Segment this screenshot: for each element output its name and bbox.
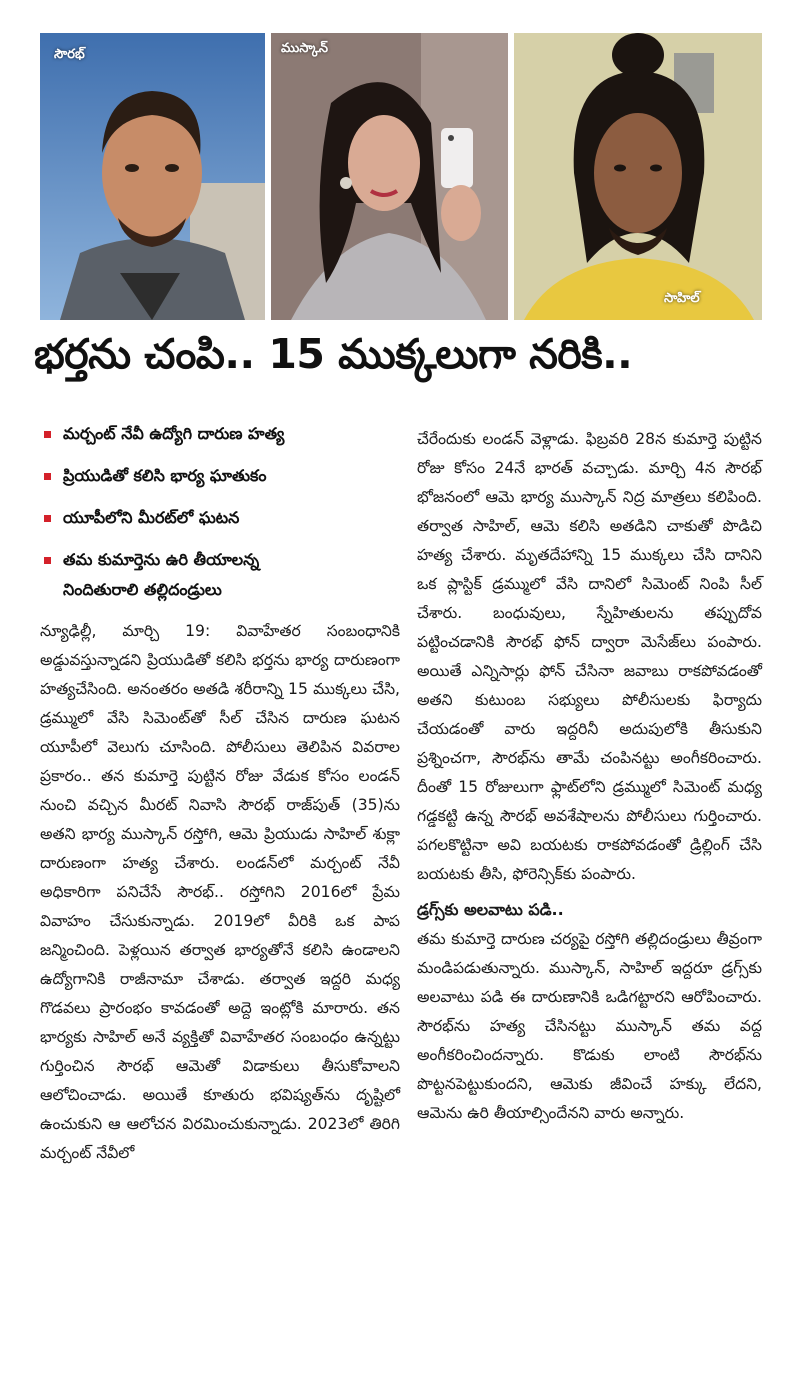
bullet-list bbox=[40, 419, 400, 605]
bullet-text: యూపీలోని మీరట్‌లో ఘటన bbox=[63, 508, 240, 527]
bullet-square-icon bbox=[44, 557, 51, 564]
photo-strip bbox=[40, 33, 762, 320]
article-body-right-2: తమ కుమార్తె దారుణ చర్యపై రస్తోగి తల్లిదండ్రులు తీవ్రంగా మండిపడుతున్నారు. ముస్కాన్, సాహిల్ ఇద్దరూ డ్రగ్స్‌కు అలవాటు పడి ఈ దారుణానికి ఒడిగట్టారని ఆరోపించారు. సౌరభ్‌ను హత్య చేసినట్టు ముస్కాన్ తమ వద్ద అంగీకరించిందన్నారు. కొడుకు లాంటి సౌరభ్‌ను పొట్టనపెట్టుకుందని, ఆమెకు జీవించే హక్కు లేదని, ఆమెను ఉరి తీయాల్సిందేనని వారు అన్నారు. bbox=[417, 930, 762, 1122]
bullet-square-icon bbox=[44, 515, 51, 522]
photo-caption: సాహిల్ bbox=[664, 291, 700, 306]
bullet-text: ప్రియుడితో కలిసి భార్య ఘాతుకం bbox=[63, 466, 267, 485]
bullet-square-icon bbox=[44, 473, 51, 480]
photo-caption: సౌరభ్ bbox=[54, 47, 85, 62]
subheading: డ్రగ్స్‌కు అలవాటు పడి.. bbox=[417, 900, 564, 919]
photo-sahil bbox=[514, 33, 762, 320]
photo-sourabh bbox=[40, 33, 265, 320]
photo-muskan bbox=[271, 33, 508, 320]
bullet-text: మర్చంట్ నేవీ ఉద్యోగి దారుణ హత్య bbox=[63, 424, 285, 443]
photo-caption: ముస్కాన్ bbox=[281, 41, 328, 56]
left-column bbox=[40, 419, 400, 1168]
bullet-text: తమ కుమార్తెను ఉరి తీయాలన్న నిందితురాలి తల్లిదండ్రులు bbox=[63, 550, 260, 599]
photo-sourabh-image bbox=[40, 33, 265, 320]
bullet-square-icon bbox=[44, 431, 51, 438]
photo-sahil-image bbox=[514, 33, 762, 320]
bullet-item bbox=[40, 503, 400, 533]
headline: భర్తను చంపి.. 15 ముక్కలుగా నరికి.. bbox=[34, 330, 633, 378]
right-column bbox=[417, 425, 762, 1128]
photo-muskan-image bbox=[271, 33, 508, 320]
article-body-left: న్యూఢిల్లీ, మార్చి 19: వివాహేతర సంబంధానికి అడ్డువస్తున్నాడని ప్రియుడితో కలిసి భర్తను భార్య దారుణంగా హత్యచేసింది. అనంతరం అతడి శరీరాన్ని 15 ముక్కలు చేసి, డ్రమ్ములో వేసి సిమెంట్‌తో సీల్ చేసిన దారుణ ఘటన యూపీలో వెలుగు చూసింది. పోలీసులు తెలిపిన వివరాల ప్రకారం.. తన కుమార్తె పుట్టిన రోజు వేడుక కోసం లండన్ నుంచి వచ్చిన మీరట్ నివాసి సౌరభ్ రాజ్‌పుత్ (35)ను అతని భార్య ముస్కాన్ రస్తోగి, ఆమె ప్రియుడు సాహిల్ శుక్లా దారుణంగా హత్య చేశారు. లండన్‌లో మర్చంట్ నేవీ అధికారిగా పనిచేసే సౌరభ్.. రస్తోగిని 2016లో ప్రేమ వివాహం చేసుకున్నాడు. 2019లో వీరికి ఒక పాప జన్మించింది. పెళ్లయిన తర్వాత భార్యతోనే కలిసి ఉండాలని ఉద్యోగానికి రాజీనామా చేశాడు. తర్వాత ఇద్దరి మధ్య గొడవలు ప్రారంభం కావడంతో అద్దె ఇంట్లోకి మారారు. తన భార్యకు సాహిల్ అనే వ్యక్తితో వివాహేతర సంబంధం ఉన్నట్టు గుర్తించిన సౌరభ్ ఆమెతో విడాకులు తీసుకోవాలని ఆలోచించాడు. అయితే కూతురు భవిష్యత్‌ను దృష్టిలో ఉంచుకుని ఆ ఆలోచన విరమించుకున్నాడు. 2023లో తిరిగి మర్చంట్ నేవీలో bbox=[40, 622, 400, 1162]
bullet-item bbox=[40, 461, 400, 491]
bullet-item bbox=[40, 545, 400, 605]
article-body-right: చేరేందుకు లండన్ వెళ్లాడు. ఫిబ్రవరి 28న కుమార్తె పుట్టిన రోజు కోసం 24నే భారత్ వచ్చాడు. మార్చి 4న సౌరభ్ భోజనంలో ఆమె భార్య ముస్కాన్ నిద్ర మాత్రలు కలిపింది. తర్వాత సాహిల్, ఆమె కలిసి అతడిని చాకుతో పొడిచి హత్య చేశారు. మృతదేహాన్ని 15 ముక్కలు చేసి దానిని ఒక ప్లాస్టిక్ డ్రమ్ములో వేసి దానిలో సిమెంట్ నింపి సీల్ చేశారు. బంధువులు, స్నేహితులను తప్పుదోవ పట్టించడానికి సౌరభ్ ఫోన్ ద్వారా మెసేజ్‌లు పంపారు. అయితే ఎన్నిసార్లు ఫోన్ చేసినా జవాబు రాకపోవడంతో అతని కుటుంబ సభ్యులు పోలీసులకు ఫిర్యాదు చేయడంతో వారు ఇద్దరినీ అదుపులోకి తీసుకుని ప్రశ్నించగా, సౌరభ్‌ను తామే చంపినట్టు అంగీకరించారు. దీంతో 15 రోజులుగా ఫ్లాట్‌లోని డ్రమ్ములో సిమెంట్ మధ్య గడ్డకట్టి ఉన్న సౌరభ్ అవశేషాలను పోలీసులు గుర్తించారు. పగలకొట్టినా అవి బయటకు రాకపోవడంతో డ్రిల్లింగ్ చేసి బయటకు తీసి, ఫోరెన్సిక్‌కు పంపారు. bbox=[417, 430, 762, 883]
bullet-item bbox=[40, 419, 400, 449]
